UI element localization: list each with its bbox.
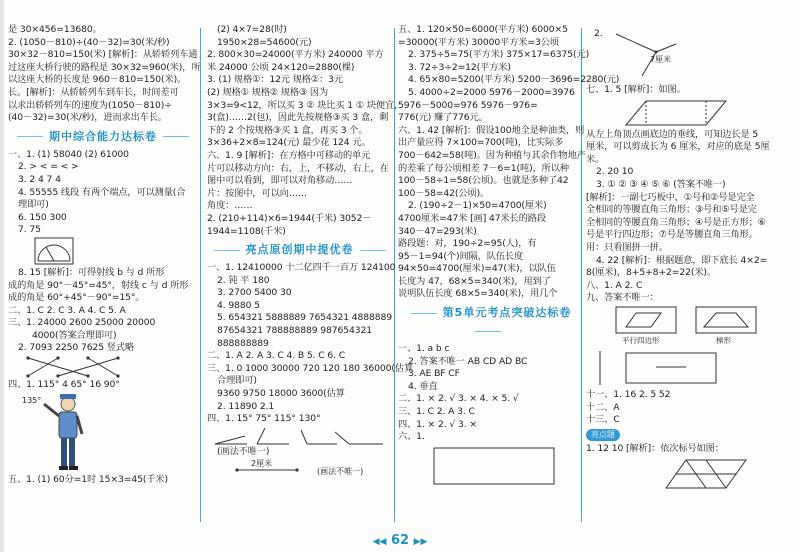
grid-shapes-figure <box>586 305 794 345</box>
text-line: 一、1. 12410000 十二亿四千一百万 124100 <box>207 262 396 274</box>
column-divider <box>581 28 582 522</box>
section-title: 亮点原创期中提优卷 <box>207 241 392 259</box>
text-line: 5. 4000÷2=2000 5976－2000=3976 <box>408 86 575 98</box>
map-figure <box>586 345 794 389</box>
text-line: 全相同的等腰直角三角形；③号和⑤号是完 <box>586 204 757 216</box>
text-line: 87654321 788888889 987654321 <box>217 325 373 337</box>
text-line: 四、1. 115° 4 65° 16 90° <box>8 379 120 391</box>
text-line: 2. (1050－810)÷(40－32)=30(米/秒) <box>8 36 170 48</box>
text-line: 用：只看图拼一拼。 <box>586 241 668 253</box>
text-line: 4. 9880 5 <box>217 299 260 311</box>
text-line: 路段题：对，190÷2=95(人)，有 <box>398 238 537 250</box>
text-line: 2. 答案不唯一 AB CD AD BC <box>408 355 528 367</box>
text-line: 长。[解析]：从轿轿列车到车长，时间差可 <box>8 86 179 98</box>
text-line: 2. 20 10 <box>596 166 634 178</box>
text-line: 十一、1. 16 2. 5 52 <box>586 388 671 400</box>
column-4 <box>586 24 794 530</box>
text-line: 3. 72÷3÷2=12(平方米) <box>408 61 511 73</box>
text-line: 九、答案不唯一： <box>586 292 659 304</box>
shape-label: 平行四边形 <box>622 335 660 345</box>
text-line: 2. 11890 2.1 <box>217 400 275 412</box>
text-line: 6. 150 300 <box>18 211 67 223</box>
text-line: 100－58=42(公顷)。 <box>398 187 490 199</box>
text-line: 长度为 47，68×5=340(米)，用到了 <box>398 275 551 287</box>
text-line: 合理即可) <box>217 375 257 387</box>
page-number <box>0 533 800 548</box>
text-line: 100－58÷1=58(公顷)。也就是多种了42 <box>398 175 569 187</box>
text-line: 二、1. A 2. A 3. C 4. B 5. C 6. C <box>207 350 346 362</box>
text-line: 一、1. a b c <box>398 343 450 355</box>
text-line: 角度：…… <box>207 200 253 212</box>
text-line: 2. 375÷5=75(平方米) 375×17=6375(元) <box>408 49 590 61</box>
text-line: 十二、A <box>586 401 620 413</box>
column-2 <box>207 24 414 530</box>
prev-arrow-icon: ◀◀ <box>372 537 387 547</box>
text-line: 六、1. 9 [解析]：在方格中可移动的单元 <box>207 149 371 161</box>
text-line: 一、1. (1) 58040 (2) 61000 <box>8 148 129 160</box>
text-line: 4. 22 [解析]：根据题意，即下底长 4×2= <box>596 254 768 266</box>
text-line: 厘米，可以剪成长为 6 厘米，对应的底是 5厘 <box>586 141 770 153</box>
text-line: 米。 <box>586 153 605 165</box>
text-line: 三、1. 0 1000 30000 720 120 180 36000(估算 <box>207 362 414 374</box>
text-line: 5976－5000=976 5976－976= <box>398 99 538 111</box>
page-edge <box>0 0 4 552</box>
text-line: 2. > < = < > <box>18 161 79 173</box>
text-line: 3. AE BF CF <box>408 368 460 380</box>
text-line: 的差乘了每公顷相差 7－6=1(吨)，所以种 <box>398 162 569 174</box>
angle-label: 135° <box>22 395 42 405</box>
note-label: (画法不唯一) <box>317 467 364 477</box>
text-line: 3. (1) 规格①：12元 规格②：3元 <box>207 74 343 86</box>
text-line: 8. 15 [解析]：可得射线 b 与 d 所形 <box>18 266 165 278</box>
text-line: 六、1. <box>398 431 425 443</box>
text-line: 八、1. A 2. C <box>586 279 643 291</box>
text-line: 是 30×456=13680。 <box>8 24 102 35</box>
text-line: 7. 75 <box>18 224 41 236</box>
angle-figure <box>586 24 794 84</box>
text-line: 4000(答案合理即可) <box>32 329 117 341</box>
person-icon <box>38 392 98 472</box>
length-label: 2厘米 <box>251 459 273 469</box>
text-line: [解析]：一副七巧板中，①号和②号是完全 <box>586 191 755 203</box>
length-label: 7厘米 <box>650 55 672 64</box>
item-label: 2. <box>594 28 603 39</box>
ruler-figure <box>207 458 392 480</box>
text-line: 以求出轿轿列车的速度为(1050－810)÷ <box>8 99 172 111</box>
text-line: 1950×28=54600(元) <box>217 36 312 48</box>
text-line: 3(盒)……2(包)，因此先按规格③买 3 盒，剩 <box>207 112 389 124</box>
text-line: 4. 65×80=5200(平方米) 5200－3696=2280(元) <box>408 74 620 86</box>
text-line: 2. (210+114)×6=1944(千米) 3052－ <box>207 212 372 224</box>
rectangle-figure <box>398 444 578 490</box>
grid-shapes-icon <box>586 305 786 335</box>
text-line: 888888889 <box>217 337 269 349</box>
text-line: 四、1. × 2. √ 3. × <box>398 418 477 430</box>
shape-label: 梯形 <box>716 335 731 345</box>
crossing-lines-figure <box>8 355 198 379</box>
column-1 <box>8 24 201 530</box>
text-line: 2. 钝 平 180 <box>217 274 270 286</box>
text-line: 六、1. 42 [解析]：假设100地全是种油类，则 <box>398 124 585 136</box>
protractor-icon <box>34 237 74 265</box>
text-line: 4. 垂直 <box>408 380 438 392</box>
matching-lines-icon <box>8 355 128 379</box>
text-line: 三、1. 24000 2600 25000 20000 <box>8 317 156 329</box>
text-line: 出产量应得 7×100=700(吨)，比实际多 <box>398 137 564 149</box>
page-number-text: 62 <box>390 533 410 548</box>
text-line: 3. ① ② ③ ④ ⑤ ⑥ (答案不唯一) <box>596 178 726 190</box>
text-line: 米 24000 公顷 24×120=2880(棵) <box>207 61 355 73</box>
text-line: 七、1. 5 [解析]：如图。 <box>586 84 686 95</box>
text-line: 3×36+2×8=124(元) 最少花 124 元。 <box>207 137 371 149</box>
text-line: 2. 7093 2250 7625 竖式略 <box>18 342 135 354</box>
text-line: 1. 12 10 [解析]：依次标号如图： <box>586 443 724 455</box>
angles-figure <box>207 426 392 446</box>
text-line: 片可以移动方向：右，上，不移动，右上，在 <box>207 162 389 174</box>
text-line: 94×50=4700(厘米)=47(米)，以队伍 <box>398 263 556 275</box>
text-line: 片：按图中，可以向…… <box>207 187 307 199</box>
text-line: 图中可以看到，即可以对角移动…… <box>207 175 353 187</box>
text-line: 9360 9750 18000 3600(估算 <box>217 388 345 400</box>
section-title: 期中综合能力达标卷 <box>8 128 198 146</box>
text-line: 下的 2 个按规格③买 1 盒，再买 3 个。 <box>207 124 368 136</box>
text-line: 4. 55555 线段 有两个端点，可以测量(合 <box>18 186 186 198</box>
parallelogram-icon <box>586 97 766 129</box>
text-line: 95－1=94(个)间隔，队伍长度 <box>398 250 524 262</box>
text-line: =30000(平方米) 30000平方米=3公顷 <box>398 36 559 48</box>
rays-icon <box>586 24 706 84</box>
person-figure <box>8 392 198 474</box>
text-line: 五、1. 120×50=6000(平方米) 6000×5 <box>398 24 568 35</box>
highlight-badge: 亮点题 <box>586 429 620 441</box>
text-line: 理即可) <box>18 199 49 211</box>
text-line: (2) 规格① 规格② 规格③ 因为 <box>207 86 329 98</box>
text-line: 3. 2700 5400 30 <box>217 287 292 299</box>
text-line: 以这座大桥的长度是 960－810=150(米)。 <box>8 74 187 86</box>
text-line: 二、1. × 2. √ 3. × 4. × 5. √ <box>398 393 519 405</box>
text-line: 成的角是 60°+45°－90°=15°。 <box>8 292 145 304</box>
protractor-figure <box>8 237 198 267</box>
tangram-icon <box>656 456 756 492</box>
text-line: 5. 654321 5888889 7654321 4888889 <box>217 312 392 324</box>
text-line: 2. 800×30=24000(平方米) 240000 平方 <box>207 49 384 61</box>
text-line: 从左上角顶点画底边的垂线，可知边长是 5 <box>586 128 759 140</box>
map-diagram-icon <box>586 345 786 389</box>
text-line: 30×32－810=150(米) [解析]：从轿轿列车通 <box>8 49 198 61</box>
text-line: 3. 2 4 7 4 <box>18 173 61 185</box>
column-divider <box>200 28 201 522</box>
text-line: 340－47=293(米) <box>398 225 477 237</box>
text-line: 说明队伍长度 68×5=340(米)，用几个 <box>398 288 558 300</box>
section-title: 第5单元考点突破达标卷 <box>398 304 578 340</box>
tangram-figure <box>586 456 794 492</box>
parallelogram-figure <box>586 97 794 129</box>
text-line: 四、1. 15° 75° 115° 130° <box>207 413 321 425</box>
text-line: 二、1. C 2. C 3. A 4. C 5. A <box>8 304 126 316</box>
text-line: 全相同的等腰直角三角形；④号是正方形；⑥ <box>586 216 766 228</box>
text-line: 4700厘米=47米 [画] 47米长的路段 <box>398 212 546 224</box>
next-arrow-icon: ▶▶ <box>413 537 428 547</box>
text-line: (画法不唯一) <box>217 445 270 457</box>
text-line: 1944=1108(千米) <box>207 225 286 237</box>
rectangle-drawing-icon <box>428 444 568 490</box>
text-line: 776(元) 赚了776元。 <box>398 112 488 124</box>
text-line: 过这座大桥行驶的路程是 30×32=960(米)，所 <box>8 61 201 73</box>
text-line: 三、1. C 2. A 3. C <box>398 406 475 418</box>
text-line: (40－32)=30(米/秒)，进而求出车长。 <box>8 112 167 124</box>
text-line: 3×3=9<12，所以买 3 ② 块比买 1 ① 块便宜， <box>207 99 404 111</box>
text-line: 8(厘米)，8+5+8+2=22(米)。 <box>586 267 716 279</box>
text-line: 十三、C <box>586 414 620 426</box>
text-line: (2) 4×7=28(时) <box>217 24 287 35</box>
text-line: 2. (190÷2－1)×50=4700(厘米) <box>408 200 547 212</box>
text-line: 号是平行四边形；⑦号是等腰直角三角形。 <box>586 229 758 241</box>
text-line: 五、1. (1) 60分=1时 15×3=45(千米) <box>8 473 168 485</box>
text-line: 700－642=58(吨)。因为种植与其余作物地产 <box>398 149 586 161</box>
angle-drawings-icon <box>207 426 387 446</box>
text-line: 成的角是 90°－45°=45°，射线 c 与 d 所形 <box>8 279 189 291</box>
